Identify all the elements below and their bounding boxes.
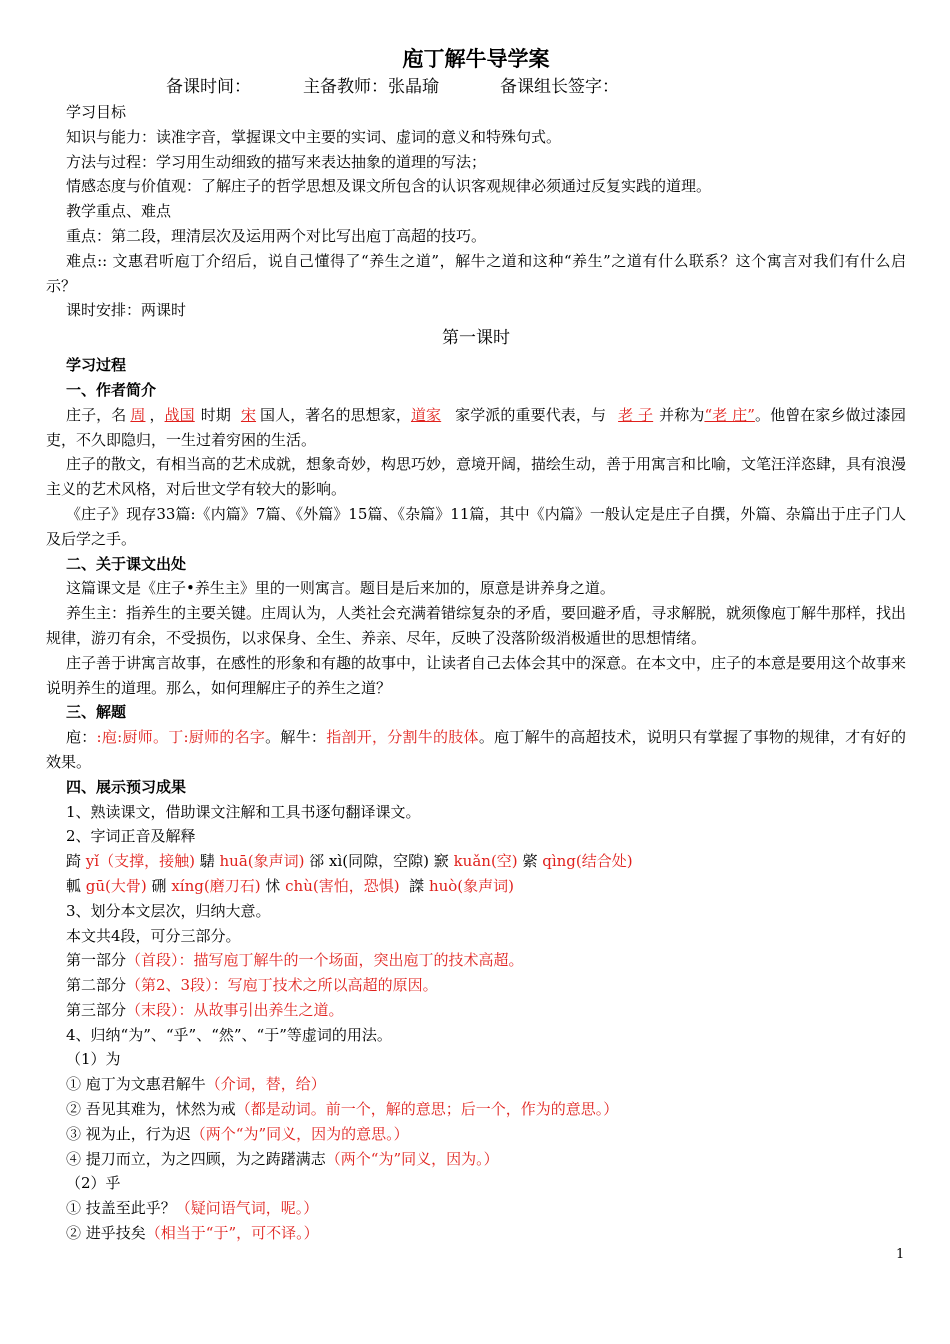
preview-item-2: 2、字词正音及解释: [66, 827, 196, 846]
section-title-heading: 三、解题: [66, 703, 127, 722]
wei-example-4: ④ 提刀而立，为之四顾，为之踌躇满志（两个“为”同义，因为。）: [66, 1149, 499, 1168]
hu-example-1: ① 技盖至此乎？（疑问语气词，呢。）: [66, 1199, 319, 1218]
key-point: 重点：第二段，理清层次及运用两个对比写出庖丁高超的技巧。: [66, 226, 487, 245]
paragraph-count: 本文共4段，可分三部分。: [66, 926, 241, 945]
source-para-1: 这篇课文是《庄子•养生主》里的一则寓言。题目是后来加的，原意是讲养身之道。: [66, 579, 615, 598]
sign: 备课组长签字：: [500, 77, 619, 97]
hu-example-2: ② 进乎技矣（相当于“于”，可不译。）: [66, 1224, 319, 1243]
preview-item-4: 4、归纳“为”、“乎”、“然”、“于”等虚词的用法。: [66, 1025, 392, 1044]
wei-heading: （1）为: [66, 1050, 121, 1069]
process-heading: 学习过程: [66, 356, 127, 375]
author-para-2: 庄子的散文，有相当高的艺术成就，想象奇妙，构思巧妙，意境开阔，描绘生动，善于用寓言和比喻，文笔汪洋恣肆，具有浪漫主义的艺术风格，对后世文学有较大的影响。: [46, 455, 907, 499]
part-1: 第一部分（首段）：描写庖丁解牛的一个场面，突出庖丁的技术高超。: [66, 951, 524, 970]
wei-example-2: ② 吾见其难为，怵然为戒（都是动词。前一个，解的意思；后一个，作为的意思。）: [66, 1100, 619, 1119]
document-page: [46, 44, 906, 1246]
meta-line: [46, 74, 906, 100]
vocab-line-2: 軱 gū(大骨) 硎 xíng(磨刀石) 怵 chù(害怕，恐惧) 謋 huò(象声词): [66, 876, 514, 895]
goal-knowledge: 知识与能力：读准字音，掌握课文中主要的实词、虚词的意义和特殊句式。: [66, 127, 562, 146]
difficult-point: 难点:: 文惠君听庖丁介绍后，说自己懂得了“养生之道”，解牛之道和这种“养生”之道有什么联系？这个寓言对我们有什么启示？: [46, 251, 906, 295]
goals-heading: 学习目标: [66, 103, 127, 121]
teacher: 主备教师：张晶瑜: [303, 77, 439, 97]
lesson-title: 第一课时: [442, 328, 510, 349]
wei-example-1: ① 庖丁为文惠君解牛（介词，替，给）: [66, 1075, 326, 1094]
hu-heading: （2）乎: [66, 1174, 121, 1193]
author-para-3: 《庄子》现存33篇:《内篇》7篇、《外篇》15篇、《杂篇》11篇，其中《内篇》一般认定是庄子自撰，外篇、杂篇出于庄子门人及后学之手。: [46, 504, 906, 548]
preview-item-1: 1、熟读课文，借助课文注解和工具书逐句翻译课文。: [66, 802, 421, 821]
part-2: 第二部分（第2、3段）：写庖丁技术之所以高超的原因。: [66, 976, 438, 995]
key-points-heading: 教学重点、难点: [66, 202, 172, 221]
title-explain: 庖：:庖:厨师。丁:厨师的名字。解牛：指剖开，分割牛的肢体。庖丁解牛的高超技术，说明只有掌握了事物的规律，才有好的效果。: [46, 728, 906, 771]
page-number: 1: [896, 1247, 905, 1262]
part-3: 第三部分（末段）：从故事引出养生之道。: [66, 1000, 344, 1019]
section-author-heading: 一、作者简介: [66, 380, 157, 399]
goal-emotion: 情感态度与价值观：了解庄子的哲学思想及课文所包含的认识客观规律必须通过反复实践的道理。: [66, 177, 712, 196]
vocab-line-1: 踦 yǐ（支撑，接触) 騞 huā(象声词) 郤 xì(同隙，空隙) 窾 kuǎn(空) 綮 qìng(结合处): [66, 852, 633, 871]
schedule: 课时安排：两课时: [66, 301, 187, 320]
page-title: 庖丁解牛导学案: [402, 46, 550, 71]
goal-method: 方法与过程：学习用生动细致的描写来表达抽象的道理的写法；: [66, 152, 487, 171]
section-preview-heading: 四、展示预习成果: [66, 777, 187, 796]
prep-time: 备课时间：: [166, 77, 251, 97]
section-source-heading: 二、关于课文出处: [66, 554, 187, 573]
preview-item-3: 3、划分本文层次，归纳大意。: [66, 901, 271, 920]
source-para-3: 庄子善于讲寓言故事，在感性的形象和有趣的故事中，让读者自己去体会其中的深意。在本文中，庄子的本意是要用这个故事来说明养生的道理。那么，如何理解庄子的养生之道？: [46, 653, 907, 697]
source-para-2: 养生主：指养生的主要关键。庄周认为，人类社会充满着错综复杂的矛盾，要回避矛盾，寻求解脱，就须像庖丁解牛那样，找出规律，游刃有余，不受损伤，以求保身、全生、养亲、尽年，反映了没落阶级消极遁世的思想情绪。: [46, 604, 907, 647]
author-para-1: 庄子，名 周 ，战国 时期 宋 国人，著名的思想家，道家 家学派的重要代表，与 老 子 并称为“老 庄”。他曾在家乡做过漆园吏，不久即隐归，一生过着穷困的生活。: [46, 405, 906, 449]
wei-example-3: ③ 视为止，行为迟（两个“为”同义，因为的意思。）: [66, 1124, 409, 1143]
